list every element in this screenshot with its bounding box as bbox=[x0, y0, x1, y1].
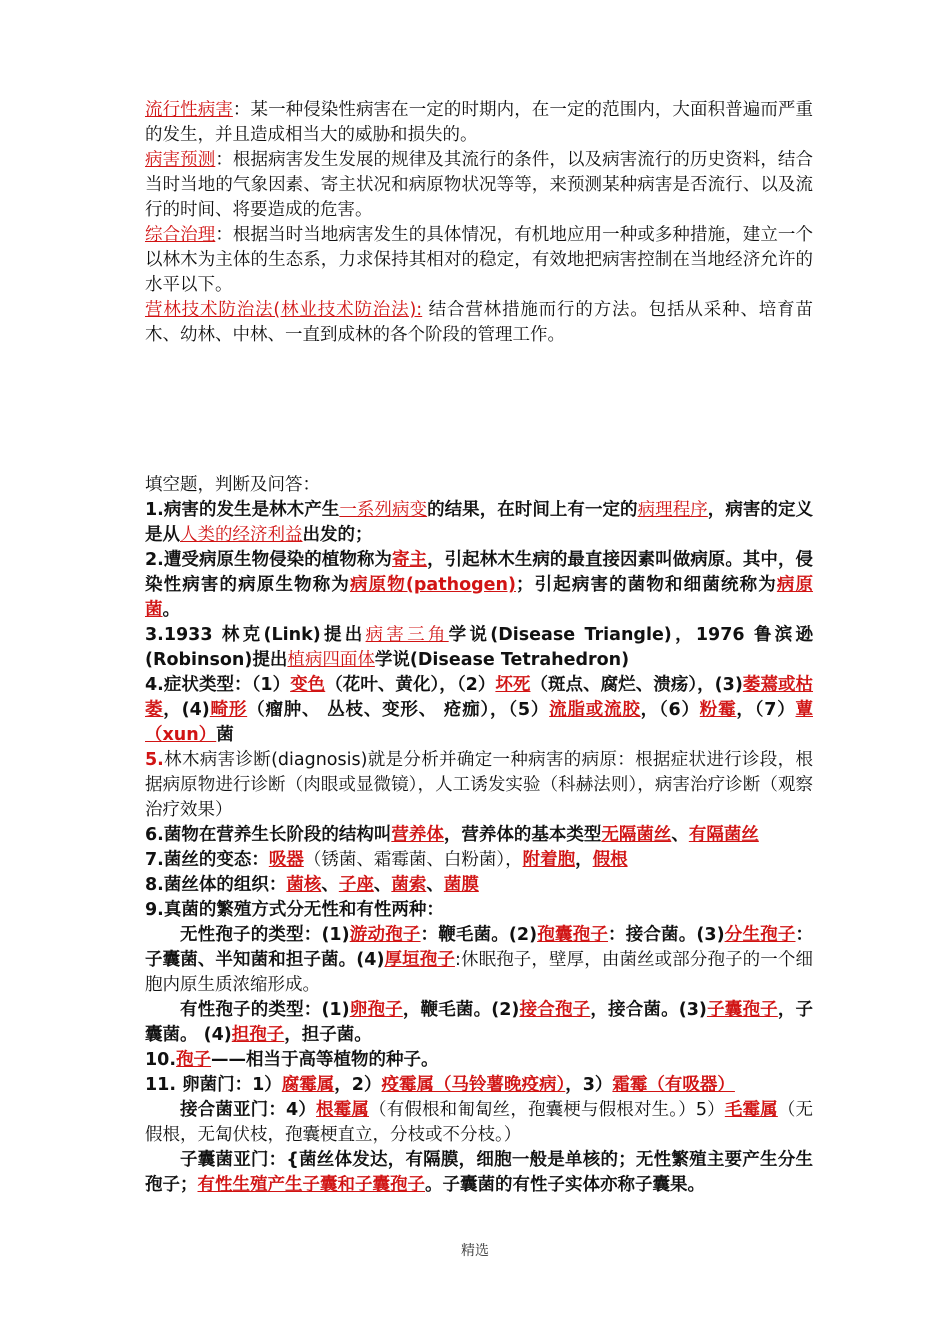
text-segment: 有性孢子的类型：(1) bbox=[180, 1000, 350, 1020]
text-segment: 寄主 bbox=[391, 550, 428, 570]
text-segment: 厚垣孢子 bbox=[384, 949, 455, 970]
text-segment: ：子囊菌、半知菌和担子菌。(4) bbox=[145, 925, 813, 970]
text-segment: 疫霉属（马铃薯晚疫病） bbox=[381, 1075, 566, 1095]
text-segment: 。 bbox=[162, 599, 180, 620]
text-segment: 孢囊孢子 bbox=[537, 925, 609, 945]
text-segment: ，营养体的基本类型 bbox=[443, 825, 602, 845]
text-segment: 病害三角 bbox=[365, 625, 449, 645]
text-segment: 11. 卵菌门：1） bbox=[145, 1075, 282, 1095]
term: 综合治理 bbox=[145, 225, 216, 245]
text-segment: ；引起病害的菌物和细菌统称为 bbox=[515, 574, 777, 595]
text-segment: 6.菌物在营养生长阶段的结构叫 bbox=[145, 825, 392, 845]
text-segment: 菌 bbox=[216, 724, 234, 745]
text-segment: ：鞭毛菌。(2) bbox=[420, 925, 538, 945]
question-9-sexual bbox=[145, 998, 813, 1048]
text-segment: 坏死 bbox=[495, 675, 531, 695]
question-10 bbox=[145, 1048, 813, 1073]
text-segment: 、 bbox=[671, 825, 689, 845]
text-segment: 卵孢子 bbox=[349, 1000, 403, 1020]
text-segment: 根霉属 bbox=[316, 1100, 369, 1120]
text-segment: 病理程序 bbox=[637, 500, 708, 520]
question-6 bbox=[145, 823, 813, 848]
text-segment: ，3） bbox=[565, 1075, 613, 1095]
text-segment: 有隔菌丝 bbox=[688, 825, 759, 845]
text-segment: 子囊菌亚门：{菌丝体发达，有隔膜，细胞一般是单核的；无性繁殖主要产生分生孢子； bbox=[145, 1150, 813, 1195]
section-title: 填空题，判断及问答： bbox=[145, 475, 320, 495]
text-segment: 学说(Disease Triangle)，1976 鲁滨逊(Robinson)提出 bbox=[145, 625, 813, 670]
text-segment: ——相当于高等植物的种子。 bbox=[211, 1050, 439, 1070]
text-segment: （有假根和匍匐丝，孢囊梗与假根对生。）5） bbox=[369, 1100, 725, 1120]
question-2 bbox=[145, 548, 813, 622]
question-11-ascomycota bbox=[145, 1148, 813, 1198]
term: 病害预测 bbox=[145, 150, 216, 170]
text-segment: ，接合菌。(3) bbox=[590, 1000, 707, 1020]
text-segment: 病原物(pathogen) bbox=[350, 574, 516, 595]
text-segment: 蕈（xun） bbox=[145, 699, 813, 745]
text-segment: ，担子菌。 bbox=[284, 1024, 372, 1045]
text-segment: :休眠孢子，壁厚，由菌丝或部分孢子的一个细胞内原生质浓缩形成。 bbox=[145, 949, 813, 995]
text-segment: ，鞭毛菌。(2) bbox=[402, 1000, 520, 1020]
text-segment: 分生孢子 bbox=[724, 925, 796, 945]
question-11-zygomycota bbox=[145, 1098, 813, 1148]
text-segment: 营养体 bbox=[391, 825, 444, 845]
text-segment: （斑点、腐烂、溃疡），(3) bbox=[530, 675, 743, 695]
text-segment: 林木病害诊断(diagnosis)就是分析并确定一种病害的病原：根据症状进行诊段，根据病原物进行诊断（肉眼或显微镜），人工诱发实验（科赫法则），病害治疗诊断（观察治疗效果） bbox=[145, 750, 813, 820]
text-segment: ：根据当时当地病害发生的具体情况，有机地应用一种或多种措施，建立一个以林木为主体的生态系，力求保持其相对的稳定，有效地把病害控制在当地经济允许的水平以下。 bbox=[145, 225, 814, 295]
text-segment: 菌索 bbox=[391, 875, 427, 895]
term: 流行性病害 bbox=[145, 100, 233, 120]
text-segment: ， bbox=[575, 850, 593, 870]
text-segment: ：某一种侵染性病害在一定的时期内，在一定的范围内，大面积普遍而严重的发生，并且造成相当大的威胁和损失的。 bbox=[145, 100, 813, 145]
definition-integrated-management bbox=[145, 223, 813, 297]
text-segment: 一系列病变 bbox=[339, 500, 428, 520]
text-segment: （花叶、黄化），（2） bbox=[325, 675, 496, 695]
text-segment: 10. bbox=[145, 1050, 177, 1070]
question-4 bbox=[145, 673, 813, 747]
text-segment: 有性生殖产生子囊和子囊孢子 bbox=[197, 1174, 425, 1195]
question-9-asexual bbox=[145, 923, 813, 997]
text-segment: 担孢子 bbox=[231, 1024, 285, 1045]
text-segment: ，子囊菌。 (4) bbox=[145, 1000, 814, 1045]
text-segment: ，（7） bbox=[736, 699, 796, 720]
text-segment: 吸器 bbox=[268, 850, 304, 870]
text-segment: 无性孢子的类型：(1) bbox=[180, 925, 350, 945]
text-segment: 萎蔫或枯萎 bbox=[145, 675, 814, 720]
text-segment: 出发的； bbox=[302, 524, 373, 545]
question-1 bbox=[145, 498, 813, 548]
text-segment: 变色 bbox=[290, 675, 326, 695]
text-segment: 、 bbox=[426, 875, 444, 895]
text-segment: 子囊孢子 bbox=[706, 1000, 778, 1020]
text-segment: 7.菌丝的变态： bbox=[145, 850, 269, 870]
text-segment: ，引起林木生病的最直接因素叫做病原。其中，侵染性病害的病原生物称为 bbox=[145, 550, 814, 595]
text-segment: ，（6） bbox=[640, 699, 700, 720]
text-segment: （锈菌、霜霉菌、白粉菌）， bbox=[303, 850, 523, 870]
term: 营林技术防治法(林业技术防治法): bbox=[145, 300, 423, 320]
text-segment: 8.菌丝体的组织： bbox=[145, 875, 287, 895]
text-segment: 2.遭受病原生物侵染的植物称为 bbox=[145, 550, 392, 570]
text-segment: 菌膜 bbox=[443, 875, 479, 895]
text-segment: 。子囊菌的有性子实体亦称子囊果。 bbox=[425, 1174, 705, 1195]
question-11 bbox=[145, 1073, 813, 1098]
text-segment: 植病四面体 bbox=[287, 649, 375, 670]
text-segment: 游动孢子 bbox=[349, 925, 421, 945]
text-segment: 腐霉属 bbox=[281, 1075, 335, 1095]
question-8 bbox=[145, 873, 813, 898]
text-segment: 霜霉（有吸器） bbox=[612, 1075, 735, 1095]
text-segment: 、 bbox=[321, 875, 339, 895]
text-segment: 附着胞 bbox=[522, 850, 576, 870]
text-segment: 5. bbox=[145, 750, 164, 770]
text-segment: （无假根，无匐伏枝，孢囊梗直立，分枝或不分枝。） bbox=[145, 1100, 814, 1145]
text-segment: 1.病害的发生是林木产生 bbox=[145, 500, 340, 520]
definition-silvicultural-control bbox=[145, 298, 813, 348]
text-segment: 接合菌亚门：4） bbox=[180, 1100, 316, 1120]
text-segment: 毛霉属 bbox=[724, 1100, 778, 1120]
text-segment: 无隔菌丝 bbox=[601, 825, 672, 845]
text-segment: （瘤肿、 丛枝、变形、 疮痂），（5） bbox=[247, 699, 550, 720]
text-segment: 人类的经济利益 bbox=[180, 524, 303, 545]
question-7 bbox=[145, 848, 813, 873]
text-segment: ，(4) bbox=[163, 699, 210, 720]
definition-epidemic bbox=[145, 98, 813, 148]
text-segment: 流脂或流胶 bbox=[549, 699, 641, 720]
text-segment: 学说(Disease Tetrahedron) bbox=[374, 649, 630, 670]
text-segment: 的结果，在时间上有一定的 bbox=[427, 500, 638, 520]
text-segment: 菌核 bbox=[286, 875, 322, 895]
text-segment: 病原菌 bbox=[145, 574, 814, 620]
text-segment: 4.症状类型：（1） bbox=[145, 675, 291, 695]
text-segment: 子座 bbox=[338, 875, 374, 895]
text-segment: 孢子 bbox=[176, 1050, 212, 1070]
text-segment: ，病害的定义是从 bbox=[145, 500, 814, 545]
question-3 bbox=[145, 623, 813, 673]
text-segment: 假根 bbox=[592, 850, 628, 870]
text-segment: 、 bbox=[373, 875, 392, 895]
text-segment: 结合营林措施而行的方法。包括从采种、培育苗木、幼林、中林、一直到成林的各个阶段的管理工作。 bbox=[145, 300, 813, 345]
text-segment: ，2） bbox=[334, 1075, 382, 1095]
question-5 bbox=[145, 748, 813, 822]
text-segment: 3.1933 林克(Link)提出 bbox=[145, 625, 366, 645]
text-segment: 接合孢子 bbox=[519, 1000, 591, 1020]
text-segment: ：根据病害发生发展的规律及其流行的条件，以及病害流行的历史资料，结合当时当地的气象因素、寄主状况和病原物状况等等，来预测某种病害是否流行、以及流行的时间、将要造成的危害。 bbox=[145, 150, 814, 220]
text-segment: ：接合菌。(3) bbox=[608, 925, 725, 945]
definition-forecast bbox=[145, 148, 813, 222]
question-9: 9.真菌的繁殖方式分无性和有性两种： bbox=[145, 900, 444, 920]
page-footer: 精选 bbox=[461, 1243, 489, 1259]
text-segment: 粉霉 bbox=[699, 699, 737, 720]
text-segment: 畸形 bbox=[209, 699, 248, 720]
